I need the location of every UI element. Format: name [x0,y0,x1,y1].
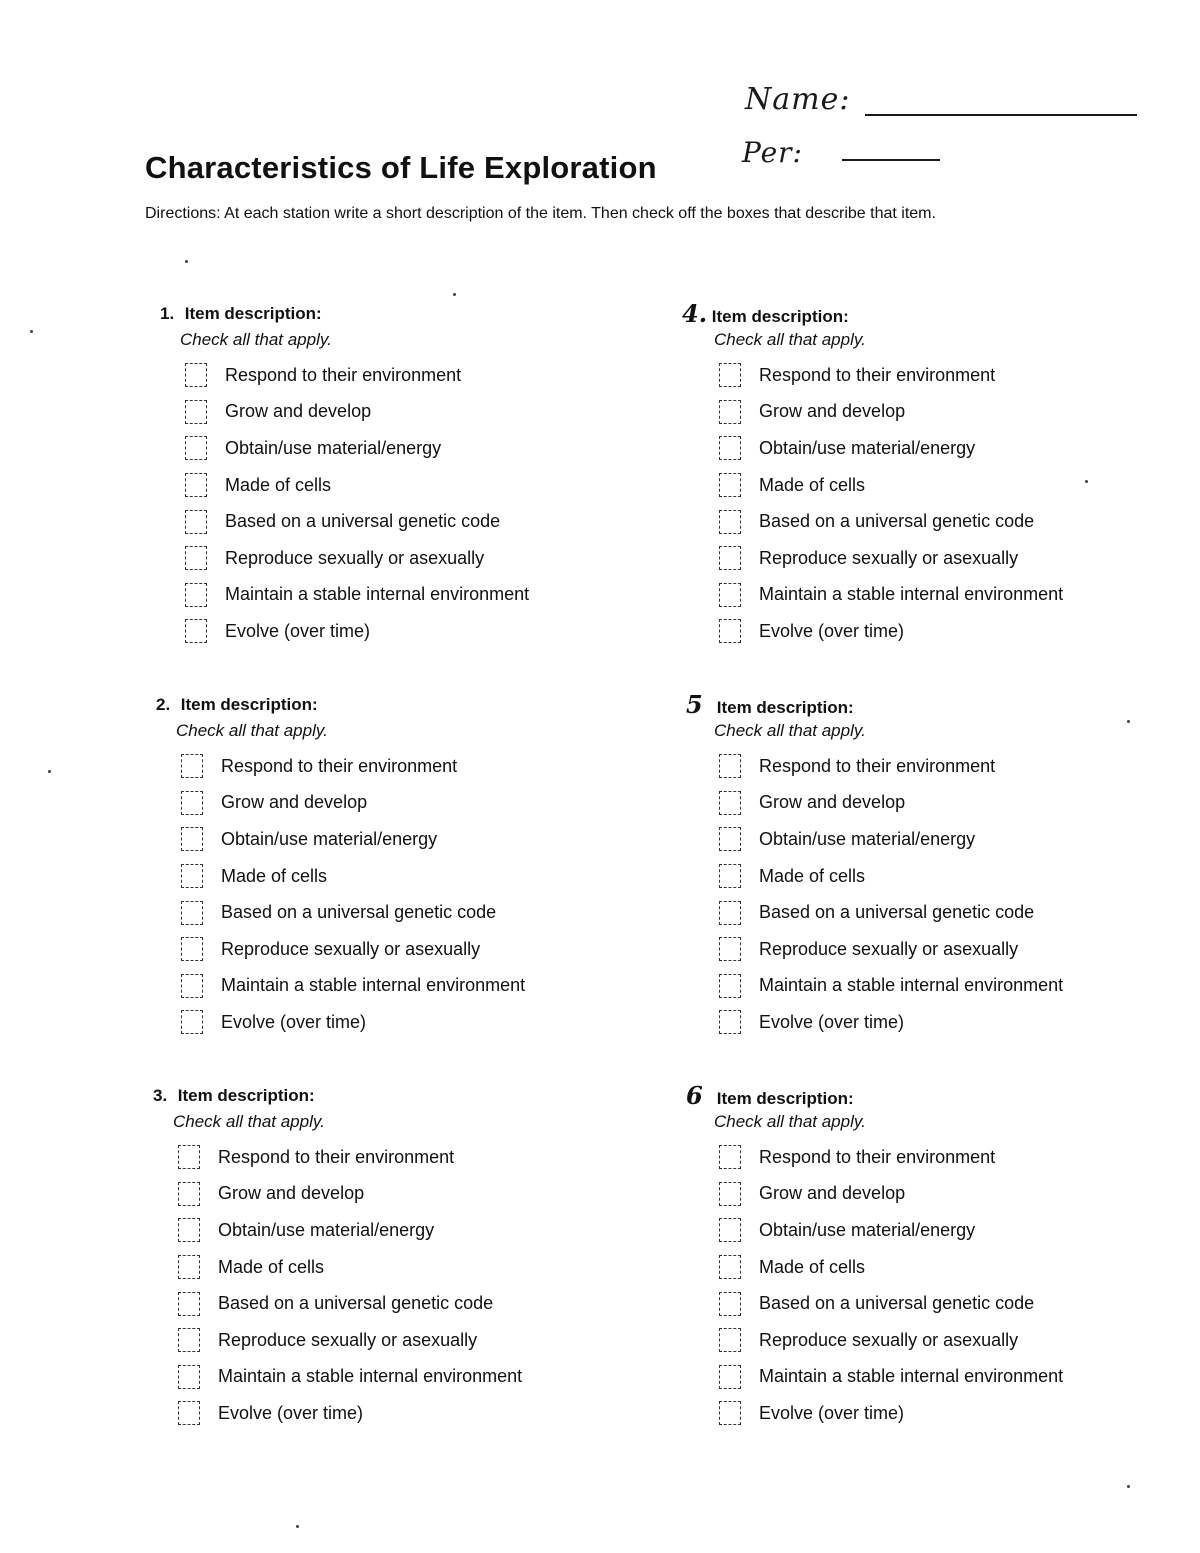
checkbox[interactable] [178,1145,200,1169]
checklist-item [719,748,1146,785]
section-number: 5 [686,690,703,719]
checkbox[interactable] [719,1182,741,1206]
checklist-label: Maintain a stable internal environment [218,1366,523,1387]
checkbox[interactable] [178,1182,200,1206]
checklist-item [719,1249,1146,1286]
section-number: 1. [160,304,175,323]
checkbox[interactable] [185,546,207,570]
section-heading [160,301,620,327]
period-line[interactable] [842,159,940,161]
checklist-label: Grow and develop [759,1183,906,1204]
checkbox[interactable] [719,583,741,607]
checklist-label: Obtain/use material/energy [759,1219,976,1240]
checkbox[interactable] [178,1292,200,1316]
checklist-label: Obtain/use material/energy [759,437,976,458]
scan-speck [453,293,456,296]
checklist-label: Evolve (over time) [225,620,371,641]
checkbox[interactable] [178,1401,200,1425]
checkbox[interactable] [719,827,741,851]
checkbox[interactable] [719,1328,741,1352]
checkbox[interactable] [719,510,741,534]
section-heading [686,692,1146,718]
checklist-item [719,1322,1146,1359]
checklist-item [185,357,620,394]
checklist-item [181,1004,616,1041]
checklist-item [719,931,1146,968]
checklist-item [185,540,620,577]
section-number: 4. [682,299,708,328]
checklist-label: Reproduce sexually or asexually [218,1329,478,1350]
checkbox[interactable] [719,619,741,643]
checklist-label: Evolve (over time) [759,1011,905,1032]
checkbox[interactable] [719,1292,741,1316]
checklist-label: Obtain/use material/energy [225,437,442,458]
checklist-label: Reproduce sexually or asexually [759,938,1019,959]
checklist-label: Based on a universal genetic code [759,511,1035,532]
checkbox[interactable] [719,974,741,998]
checkbox[interactable] [185,400,207,424]
checklist-item [185,577,620,614]
checklist-item [181,894,616,931]
checkbox[interactable] [185,436,207,460]
checkbox[interactable] [719,1255,741,1279]
checklist-label: Grow and develop [218,1183,365,1204]
checkbox[interactable] [181,754,203,778]
directions-text: Directions: At each station write a short description of the item. Then check off the boxes that describe that item. [145,205,936,222]
checklist-item [719,1359,1146,1396]
page-title: Characteristics of Life Exploration [145,150,657,185]
checklist-label: Reproduce sexually or asexually [225,547,485,568]
check-all-instruction: Check all that apply. [173,1112,325,1131]
checkbox[interactable] [719,1218,741,1242]
check-all-instruction: Check all that apply. [714,330,866,349]
checkbox[interactable] [181,1010,203,1034]
section-1 [160,301,620,650]
checklist-label: Obtain/use material/energy [759,828,976,849]
check-all-instruction: Check all that apply. [714,1112,866,1131]
item-description-label: Item description: [711,307,849,326]
checklist-item [719,1139,1146,1176]
item-description-label: Item description: [716,1089,854,1108]
item-description-label: Item description: [177,1086,315,1105]
section-number: 2. [156,695,171,714]
checklist-item [719,394,1142,431]
checkbox[interactable] [719,473,741,497]
checklist-label: Respond to their environment [225,364,462,385]
checklist-label: Grow and develop [221,792,368,813]
checklist-label: Maintain a stable internal environment [225,584,530,605]
section-heading [156,692,616,718]
checklist-label: Made of cells [759,1256,866,1277]
checkbox[interactable] [185,473,207,497]
section-4 [682,301,1142,650]
checkbox[interactable] [178,1365,200,1389]
checklist-item [719,540,1142,577]
checklist-label: Evolve (over time) [221,1011,367,1032]
checklist-label: Maintain a stable internal environment [221,975,526,996]
checklist-item [719,503,1142,540]
checklist-label: Respond to their environment [221,755,458,776]
checklist-label: Evolve (over time) [218,1402,364,1423]
checklist-item [185,503,620,540]
checkbox[interactable] [185,583,207,607]
checklist-item [719,1212,1146,1249]
section-number: 6 [686,1081,703,1110]
checklist-label: Respond to their environment [218,1146,455,1167]
checklist-label: Made of cells [221,865,328,886]
checklist [686,1139,1146,1432]
checklist-item [178,1285,613,1322]
check-all-instruction: Check all that apply. [176,721,328,740]
period-label: Per: [742,136,803,169]
checkbox[interactable] [719,400,741,424]
checklist-label: Made of cells [225,474,332,495]
check-all-instruction: Check all that apply. [714,721,866,740]
checklist-item [178,1212,613,1249]
section-3 [153,1083,613,1432]
checklist-item [719,577,1142,614]
checkbox[interactable] [181,827,203,851]
checkbox[interactable] [719,901,741,925]
checklist-label: Made of cells [759,474,866,495]
checklist-label: Based on a universal genetic code [225,511,501,532]
scan-speck [185,260,188,263]
checklist-label: Obtain/use material/energy [221,828,438,849]
checkbox[interactable] [719,1010,741,1034]
checklist-label: Respond to their environment [759,755,996,776]
checklist-label: Reproduce sexually or asexually [759,1329,1019,1350]
checklist-label: Evolve (over time) [759,1402,905,1423]
checklist-label: Respond to their environment [759,364,996,385]
checklist [156,748,616,1041]
checklist-item [181,931,616,968]
checklist-item [178,1359,613,1396]
check-all-instruction: Check all that apply. [180,330,332,349]
checklist-item [719,1395,1146,1432]
checklist [686,748,1146,1041]
checklist-label: Grow and develop [759,401,906,422]
checkbox[interactable] [719,363,741,387]
checklist-label: Respond to their environment [759,1146,996,1167]
checklist-item [181,858,616,895]
checklist-label: Grow and develop [759,792,906,813]
checkbox[interactable] [178,1255,200,1279]
checklist-item [178,1176,613,1213]
checklist-item [178,1322,613,1359]
checklist-item [181,968,616,1005]
checkbox[interactable] [719,754,741,778]
checkbox[interactable] [181,864,203,888]
name-line[interactable] [865,114,1137,116]
checklist-item [719,1285,1146,1322]
checkbox[interactable] [185,363,207,387]
checklist-item [185,467,620,504]
checklist-label: Evolve (over time) [759,620,905,641]
checkbox[interactable] [181,791,203,815]
section-heading [153,1083,613,1109]
checkbox[interactable] [181,974,203,998]
checklist-label: Obtain/use material/energy [218,1219,435,1240]
checkbox[interactable] [719,791,741,815]
checkbox[interactable] [719,864,741,888]
checkbox[interactable] [719,1365,741,1389]
section-heading [686,1083,1146,1109]
checklist [153,1139,613,1432]
checklist-label: Made of cells [759,865,866,886]
checklist-item [719,430,1142,467]
item-description-label: Item description: [184,304,322,323]
section-6 [686,1083,1146,1432]
checklist-item [719,821,1146,858]
checklist-label: Grow and develop [225,401,372,422]
checklist-item [185,613,620,650]
scan-speck [1127,720,1130,723]
checklist [160,357,620,650]
checkbox[interactable] [719,1145,741,1169]
scan-speck [48,770,51,773]
checklist-item [719,467,1142,504]
checklist-label: Maintain a stable internal environment [759,975,1064,996]
scan-speck [30,330,33,333]
checklist-item [178,1139,613,1176]
checklist-item [719,357,1142,394]
checklist-item [181,785,616,822]
checklist-label: Based on a universal genetic code [759,902,1035,923]
section-5 [686,692,1146,1041]
checkbox[interactable] [719,937,741,961]
checklist-label: Based on a universal genetic code [759,1293,1035,1314]
checklist-label: Maintain a stable internal environment [759,584,1064,605]
name-label: Name: [745,82,851,117]
checklist-item [181,821,616,858]
checklist-item [178,1395,613,1432]
checklist-item [719,613,1142,650]
scan-speck [296,1525,299,1528]
checklist [682,357,1142,650]
checklist-item [719,1004,1146,1041]
checklist-label: Based on a universal genetic code [218,1293,494,1314]
item-description-label: Item description: [716,698,854,717]
checklist-item [185,394,620,431]
checklist-item [178,1249,613,1286]
checklist-item [719,894,1146,931]
checkbox[interactable] [178,1218,200,1242]
checkbox[interactable] [185,510,207,534]
checkbox[interactable] [719,1401,741,1425]
section-heading [682,301,1142,327]
checklist-label: Reproduce sexually or asexually [221,938,481,959]
checkbox[interactable] [185,619,207,643]
checklist-label: Based on a universal genetic code [221,902,497,923]
checklist-item [181,748,616,785]
scan-speck [1085,480,1088,483]
item-description-label: Item description: [180,695,318,714]
scan-speck [1127,1485,1130,1488]
checklist-item [719,968,1146,1005]
section-number: 3. [153,1086,168,1105]
checklist-label: Reproduce sexually or asexually [759,547,1019,568]
checkbox[interactable] [181,901,203,925]
checklist-item [719,858,1146,895]
checklist-label: Made of cells [218,1256,325,1277]
checkbox[interactable] [719,436,741,460]
checklist-label: Maintain a stable internal environment [759,1366,1064,1387]
section-2 [156,692,616,1041]
checkbox[interactable] [178,1328,200,1352]
checkbox[interactable] [181,937,203,961]
checklist-item [719,1176,1146,1213]
checklist-item [719,785,1146,822]
checkbox[interactable] [719,546,741,570]
checklist-item [185,430,620,467]
